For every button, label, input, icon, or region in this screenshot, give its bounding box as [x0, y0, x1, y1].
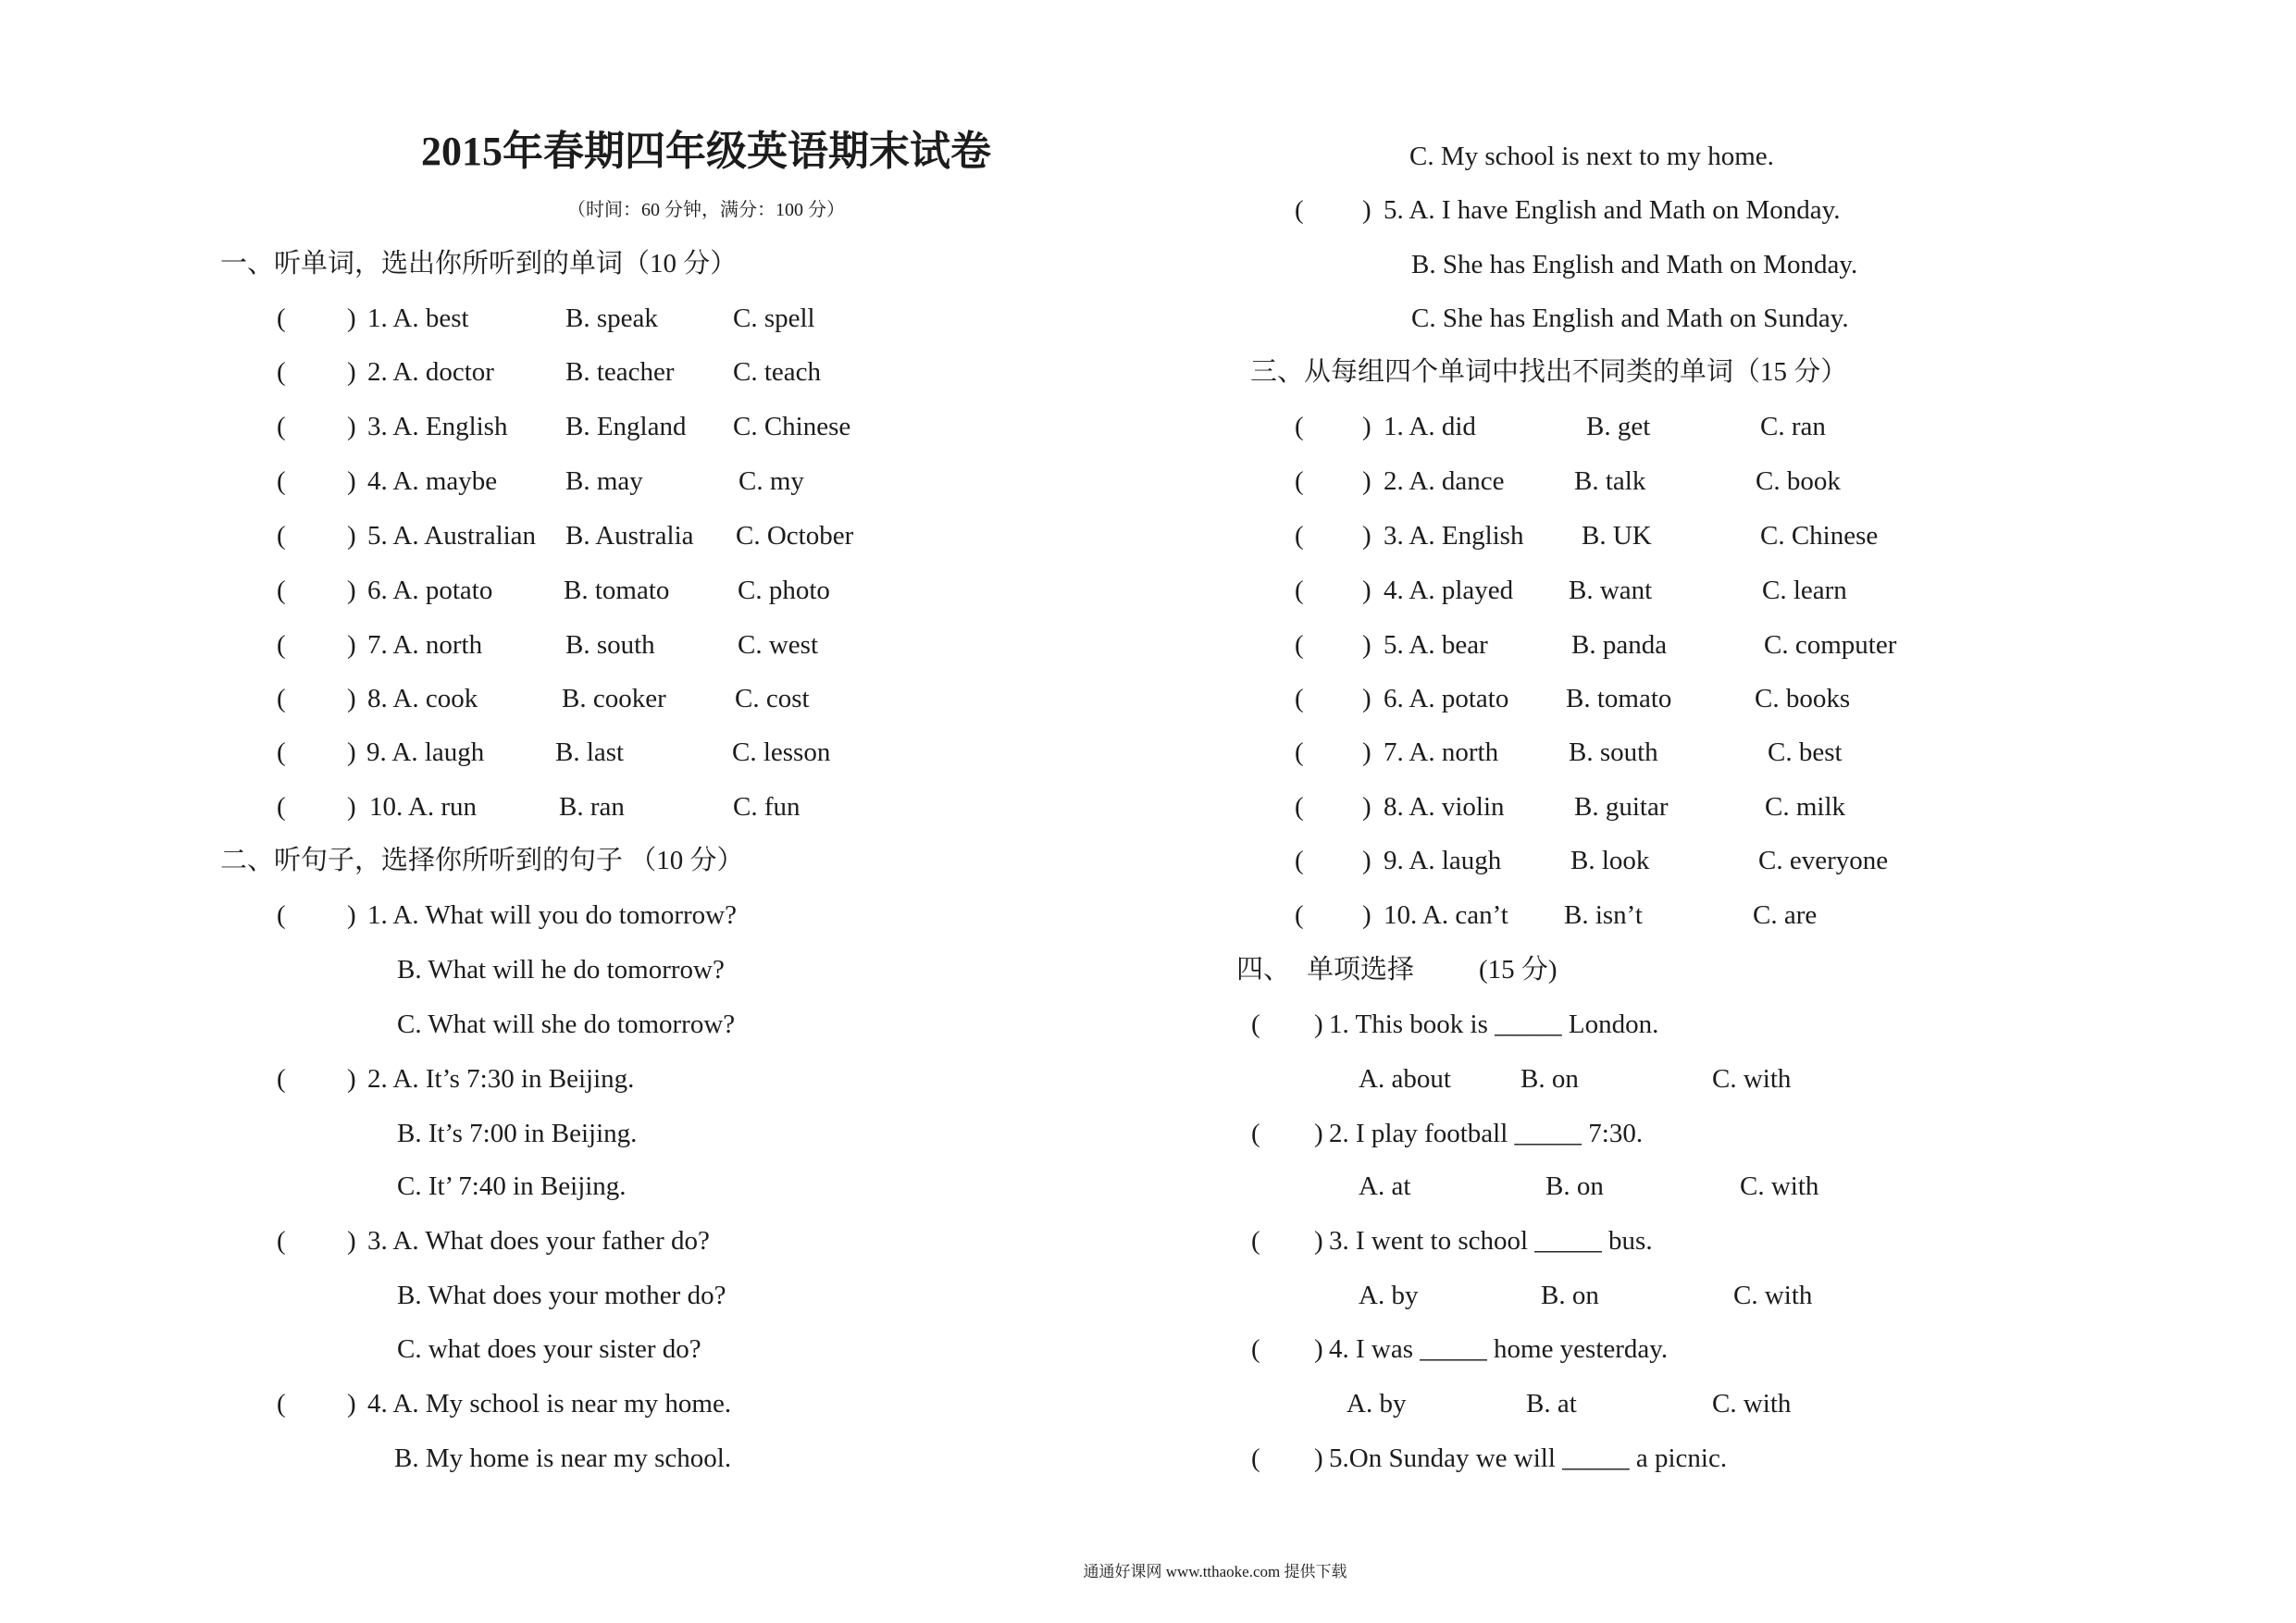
answer-paren-close: ) [1362, 521, 1371, 551]
option-c: C. It’ 7:40 in Beijing. [397, 1171, 627, 1201]
option-c: C. photo [738, 576, 830, 605]
option-row [0, 1170, 2296, 1203]
option-row [0, 1279, 2296, 1312]
option-c: C. with [1733, 1281, 1813, 1310]
answer-paren-open: ( [1295, 846, 1304, 875]
item-first-option [1384, 790, 1505, 824]
option-b: B. want [1569, 576, 1653, 605]
option-a: A. by [1359, 1281, 1419, 1310]
answer-paren-open: ( [277, 412, 286, 441]
item-number: 1. [1384, 412, 1404, 441]
exam-info: （时间：60 分钟，满分：100 分） [567, 200, 845, 220]
option-c: C. ran [1760, 412, 1826, 441]
item-first-option [1384, 574, 1513, 607]
answer-paren-open: ( [277, 357, 286, 387]
item-first-option [1384, 736, 1498, 769]
answer-paren-close: ) [347, 792, 356, 822]
answer-paren-close: ) [1314, 1010, 1323, 1039]
option-b: B. may [565, 466, 643, 496]
list-item [0, 519, 2296, 552]
option-b: B. on [1520, 1064, 1579, 1094]
question-row [0, 1442, 2296, 1475]
option-b: B. last [555, 737, 625, 767]
answer-paren-close: ) [1314, 1226, 1323, 1256]
section-4-heading: 单项选择 [1307, 955, 1415, 985]
answer-paren-close: ) [1362, 630, 1371, 660]
answer-paren-close: ) [347, 900, 356, 930]
list-item [0, 682, 2296, 715]
item-number: 1. [367, 304, 388, 333]
item-number: 4. [367, 466, 388, 496]
item-number: 5. [1384, 195, 1404, 225]
answer-paren-close: ) [1362, 466, 1371, 496]
answer-paren-close: ) [1362, 737, 1371, 767]
option-c: C. What will she do tomorrow? [397, 1010, 736, 1039]
option-a: A. doctor [392, 357, 494, 387]
option-a: A. about [1359, 1064, 1451, 1094]
option-a: A. What will you do tomorrow? [392, 900, 737, 930]
option-b: B. speak [565, 304, 658, 333]
item-first-option [1384, 844, 1501, 877]
question-row [0, 1008, 2296, 1041]
option-a: A. maybe [392, 466, 498, 496]
option-b: B. Australia [565, 521, 694, 551]
option-a: A. north [392, 630, 483, 660]
option-c: C. are [1753, 900, 1818, 930]
answer-paren-open: ( [1295, 576, 1304, 605]
section-4-number: 四、 [1236, 955, 1291, 985]
answer-paren-open: ( [277, 1389, 286, 1419]
option-a: A. north [1409, 737, 1499, 767]
item-first-option [1384, 898, 1508, 932]
answer-paren-open: ( [1295, 684, 1304, 713]
answer-paren-close: ) [347, 466, 356, 496]
option-c: C. fun [733, 792, 800, 822]
answer-paren-open: ( [277, 466, 286, 496]
option-b: B. It’s 7:00 in Beijing. [397, 1119, 638, 1148]
list-item [0, 465, 2296, 498]
item-first-option [1384, 682, 1508, 715]
option-a: A. English [1409, 521, 1524, 551]
option-b: B. get [1586, 412, 1651, 441]
answer-paren-open: ( [1251, 1443, 1260, 1473]
item-number: 2. [1384, 466, 1404, 496]
option-a: A. English [392, 412, 508, 441]
answer-paren-close: ) [347, 737, 356, 767]
option-a: A. dance [1409, 466, 1505, 496]
answer-paren-close: ) [347, 684, 356, 713]
option-c: C. Chinese [733, 412, 851, 441]
question-stem: 5.On Sunday we will _____ a picnic. [1329, 1443, 1728, 1473]
question-row [0, 1117, 2296, 1150]
option-row [0, 1062, 2296, 1096]
option-b: B. She has English and Math on Monday. [1411, 250, 1858, 279]
option-c: C. lesson [732, 737, 831, 767]
question-stem: 4. I was _____ home yesterday. [1329, 1334, 1669, 1364]
option-b: B. look [1570, 846, 1650, 875]
answer-paren-close: ) [347, 521, 356, 551]
answer-paren-close: ) [1362, 412, 1371, 441]
answer-paren-close: ) [1314, 1443, 1323, 1473]
list-item [0, 628, 2296, 662]
item-number: 1. [367, 900, 388, 930]
answer-paren-open: ( [1295, 412, 1304, 441]
option-c: C. My school is next to my home. [1409, 142, 1774, 171]
item-number: 9. [1384, 846, 1404, 875]
item-number: 8. [1384, 792, 1404, 822]
option-a: A. did [1409, 412, 1476, 441]
option-c: C. milk [1765, 792, 1846, 822]
option-b: B. tomato [1566, 684, 1672, 713]
question-stem: 1. This book is _____ London. [1329, 1010, 1659, 1039]
option-c: C. spell [733, 304, 815, 333]
answer-paren-close: ) [347, 1226, 356, 1256]
list-item [0, 574, 2296, 607]
answer-paren-open: ( [1295, 195, 1304, 225]
option-c: C. my [738, 466, 804, 496]
answer-paren-close: ) [347, 412, 356, 441]
option-a: A. at [1359, 1171, 1411, 1201]
item-number: 3. [367, 1226, 388, 1256]
section-1-heading: 一、听单词，选出你所听到的单词（10 分） [220, 249, 738, 279]
option-c: C. with [1712, 1389, 1792, 1419]
option-row [0, 140, 2296, 173]
option-b: B. England [565, 412, 687, 441]
answer-paren-open: ( [277, 900, 286, 930]
answer-paren-close: ) [1362, 684, 1371, 713]
answer-paren-open: ( [277, 521, 286, 551]
answer-paren-open: ( [1295, 900, 1304, 930]
option-a: A. can’t [1421, 900, 1508, 930]
answer-paren-close: ) [347, 576, 356, 605]
item-number: 10. [1384, 900, 1418, 930]
answer-paren-close: ) [1362, 576, 1371, 605]
option-c: C. with [1740, 1171, 1819, 1201]
answer-paren-open: ( [277, 684, 286, 713]
option-c: C. best [1768, 737, 1843, 767]
question-row [0, 1332, 2296, 1366]
option-a: A. Australian [392, 521, 537, 551]
option-b: B. cooker [562, 684, 666, 713]
option-a: A. best [392, 304, 469, 333]
option-b: B. teacher [565, 357, 675, 387]
item-number: 4. [367, 1389, 388, 1419]
answer-paren-close: ) [347, 304, 356, 333]
item-first-option [1384, 628, 1488, 662]
answer-paren-close: ) [347, 630, 356, 660]
answer-paren-open: ( [1295, 630, 1304, 660]
option-row [0, 302, 2296, 335]
section-4-score: (15 分) [1479, 955, 1558, 985]
item-number: 5. [367, 521, 388, 551]
item-number: 3. [367, 412, 388, 441]
item-number: 2. [367, 1064, 388, 1094]
section-4-heading-row [0, 953, 2296, 986]
item-number: 7. [367, 630, 388, 660]
list-item [0, 898, 2296, 932]
option-c: C. learn [1762, 576, 1847, 605]
option-c: C. cost [735, 684, 810, 713]
option-b: B. What does your mother do? [397, 1281, 726, 1310]
option-c: C. west [738, 630, 818, 660]
option-c: C. Chinese [1760, 521, 1879, 551]
option-b: B. on [1541, 1281, 1599, 1310]
item-number: 9. [366, 737, 387, 767]
question-stem: 2. I play football _____ 7:30. [1329, 1119, 1644, 1148]
answer-paren-close: ) [1314, 1334, 1323, 1364]
download-source-footer: 通通好课网 www.tthaoke.com 提供下载 [1083, 1563, 1347, 1580]
answer-paren-open: ( [1251, 1334, 1260, 1364]
option-a: A. cook [392, 684, 478, 713]
option-c: C. teach [733, 357, 822, 387]
item-first-option [1384, 465, 1504, 498]
item-number: 4. [1384, 576, 1404, 605]
option-b: B. isn’t [1564, 900, 1643, 930]
answer-paren-open: ( [1295, 521, 1304, 551]
option-c: C. books [1755, 684, 1851, 713]
option-a: A. by [1347, 1389, 1407, 1419]
option-a: A. potato [1409, 684, 1509, 713]
item-first-option [1384, 410, 1476, 443]
answer-paren-close: ) [347, 357, 356, 387]
option-c: C. October [736, 521, 854, 551]
item-number: 3. [1384, 521, 1404, 551]
option-a: A. bear [1409, 630, 1488, 660]
answer-paren-open: ( [277, 576, 286, 605]
answer-paren-open: ( [277, 1064, 286, 1094]
option-b: B. My home is near my school. [394, 1443, 732, 1473]
answer-paren-close: ) [1362, 900, 1371, 930]
option-b: B. What will he do tomorrow? [397, 955, 725, 985]
item-number: 8. [367, 684, 388, 713]
answer-paren-close: ) [347, 1064, 356, 1094]
option-a: A. laugh [1409, 846, 1502, 875]
question-row [0, 193, 2296, 227]
option-b: B. UK [1582, 521, 1652, 551]
answer-paren-close: ) [1314, 1119, 1323, 1148]
answer-paren-open: ( [1295, 466, 1304, 496]
option-a: A. violin [1409, 792, 1505, 822]
answer-paren-open: ( [1295, 737, 1304, 767]
item-number: 7. [1384, 737, 1404, 767]
answer-paren-open: ( [277, 1226, 286, 1256]
page-title: 2015年春期四年级英语期末试卷 [421, 129, 991, 174]
answer-paren-open: ( [277, 792, 286, 822]
option-row [0, 1387, 2296, 1420]
option-c: C. book [1756, 466, 1841, 496]
option-c: C. what does your sister do? [397, 1334, 701, 1364]
answer-paren-close: ) [1362, 846, 1371, 875]
option-b: B. on [1545, 1171, 1604, 1201]
option-c: C. computer [1764, 630, 1897, 660]
list-item [0, 736, 2296, 769]
option-row [0, 248, 2296, 281]
option-b: B. panda [1571, 630, 1668, 660]
item-number: 6. [1384, 684, 1404, 713]
option-b: B. tomato [564, 576, 670, 605]
section-3-heading-row [0, 355, 2296, 389]
answer-paren-open: ( [277, 737, 286, 767]
answer-paren-open: ( [1251, 1010, 1260, 1039]
item-first-option [1384, 519, 1523, 552]
item-number: 6. [367, 576, 388, 605]
answer-paren-close: ) [347, 1389, 356, 1419]
option-a: A. run [407, 792, 478, 822]
option-a: A. What does your father do? [392, 1226, 710, 1256]
answer-paren-open: ( [1251, 1119, 1260, 1148]
answer-paren-open: ( [277, 630, 286, 660]
answer-paren-close: ) [1362, 195, 1371, 225]
option-b: B. south [565, 630, 655, 660]
option-c: C. She has English and Math on Sunday. [1411, 304, 1849, 333]
section-3-heading: 三、从每组四个单词中找出不同类的单词（15 分） [1250, 357, 1848, 387]
list-item [0, 844, 2296, 877]
item-number: 5. [1384, 630, 1404, 660]
section-2-heading: 二、听句子，选择你所听到的句子 （10 分） [220, 846, 744, 875]
option-a: A. played [1409, 576, 1514, 605]
answer-paren-close: ) [1362, 792, 1371, 822]
answer-paren-open: ( [277, 304, 286, 333]
question-stem: 3. I went to school _____ bus. [1329, 1226, 1653, 1256]
option-b: B. talk [1574, 466, 1646, 496]
answer-paren-open: ( [1295, 792, 1304, 822]
item-number: 10. [369, 792, 403, 822]
option-c: C. with [1712, 1064, 1792, 1094]
option-c: C. everyone [1758, 846, 1889, 875]
option-a: A. It’s 7:30 in Beijing. [392, 1064, 635, 1094]
question-first-option [1384, 193, 1840, 227]
item-number: 2. [367, 357, 388, 387]
option-b: B. guitar [1574, 792, 1669, 822]
question-row [0, 1224, 2296, 1258]
option-a: A. potato [392, 576, 493, 605]
option-a: A. I have English and Math on Monday. [1409, 195, 1841, 225]
option-a: A. My school is near my home. [392, 1389, 732, 1419]
list-item [0, 790, 2296, 824]
answer-paren-open: ( [1251, 1226, 1260, 1256]
option-b: B. ran [559, 792, 625, 822]
option-b: B. south [1569, 737, 1658, 767]
list-item [0, 410, 2296, 443]
option-a: A. laugh [391, 737, 485, 767]
option-b: B. at [1526, 1389, 1577, 1419]
